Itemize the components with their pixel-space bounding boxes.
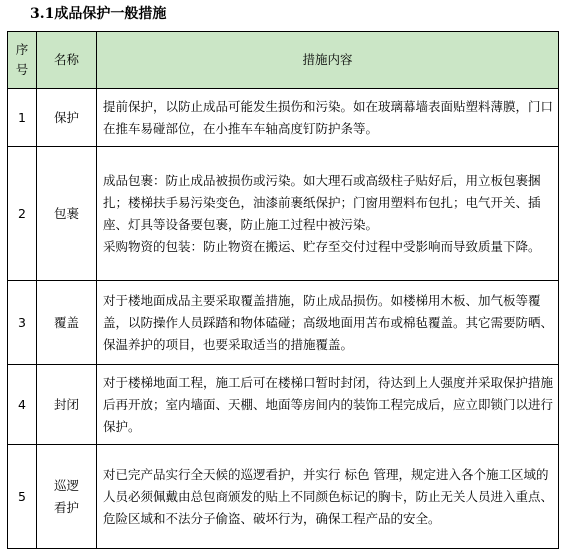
row-name: 封闭 [37,365,97,445]
content-paragraph: 对于楼梯地面工程，施工后可在楼梯口暂时封闭，待达到上人强度并采取保护措施后再开放；室内墙面、天棚、地面等房间内的装饰工程完成后，应立即锁门以进行保护。 [103,374,554,434]
row-number: 1 [8,89,37,147]
header-number [8,32,37,89]
row-name-line: 看护 [53,499,79,515]
row-content [97,281,559,365]
header-number-line1: 序 [15,42,29,57]
row-name: 包裹 [37,147,97,281]
row-name-line: 巡逻 [53,477,79,493]
header-number-line2: 号 [15,62,29,77]
protection-measures-table [7,31,559,549]
table-row [8,147,559,281]
table-row [8,281,559,365]
section-heading: 3.1成品保护一般措施 [30,6,167,22]
row-name: 保护 [37,89,97,147]
table-row [8,445,559,549]
content-paragraph: 对已完产品实行全天候的巡逻看护，并实行 标色 管理，规定进入各个施工区域的人员必须佩戴由总包商颁发的贴上不同颜色标记的胸卡，防止无关人员进入重点、危险区域和不法分子偷盗、破坏行为，确保工程产品的安全。 [103,466,554,526]
row-content [97,147,559,281]
content-paragraph: 对于楼地面成品主要采取覆盖措施，防止成品损伤。如楼梯用木板、加气板等覆盖，以防操作人员踩踏和物体磕碰；高级地面用苫布或棉毡覆盖。其它需要防晒、保温养护的项目，也要采取适当的措施覆盖。 [103,292,554,352]
header-name: 名称 [37,32,97,89]
row-name: 覆盖 [37,281,97,365]
row-number: 4 [8,365,37,445]
content-paragraph: 成品包裹：防止成品被损伤或污染。如大理石或高级柱子贴好后，用立板包裹捆扎；楼梯扶手易污染变色，油漆前裹纸保护；门窗用塑料布包扎；电气开关、插座、灯具等设备要包裹，防止施工过程中被污染。 [103,172,541,232]
row-name [37,445,97,549]
row-content [97,365,559,445]
table-row [8,89,559,147]
content-paragraph: 采购物资的包装：防止物资在搬运、贮存至交付过程中受影响而导致质量下降。 [103,238,541,254]
table-header-row [8,32,559,89]
row-number: 5 [8,445,37,549]
row-number: 2 [8,147,37,281]
table-row [8,365,559,445]
row-content [97,445,559,549]
row-number: 3 [8,281,37,365]
row-content [97,89,559,147]
content-paragraph: 提前保护，以防止成品可能发生损伤和污染。如在玻璃幕墙表面贴塑料薄膜，门口在推车易碰部位，在小推车车轴高度钉防护条等。 [103,98,554,136]
header-content: 措施内容 [97,32,559,89]
